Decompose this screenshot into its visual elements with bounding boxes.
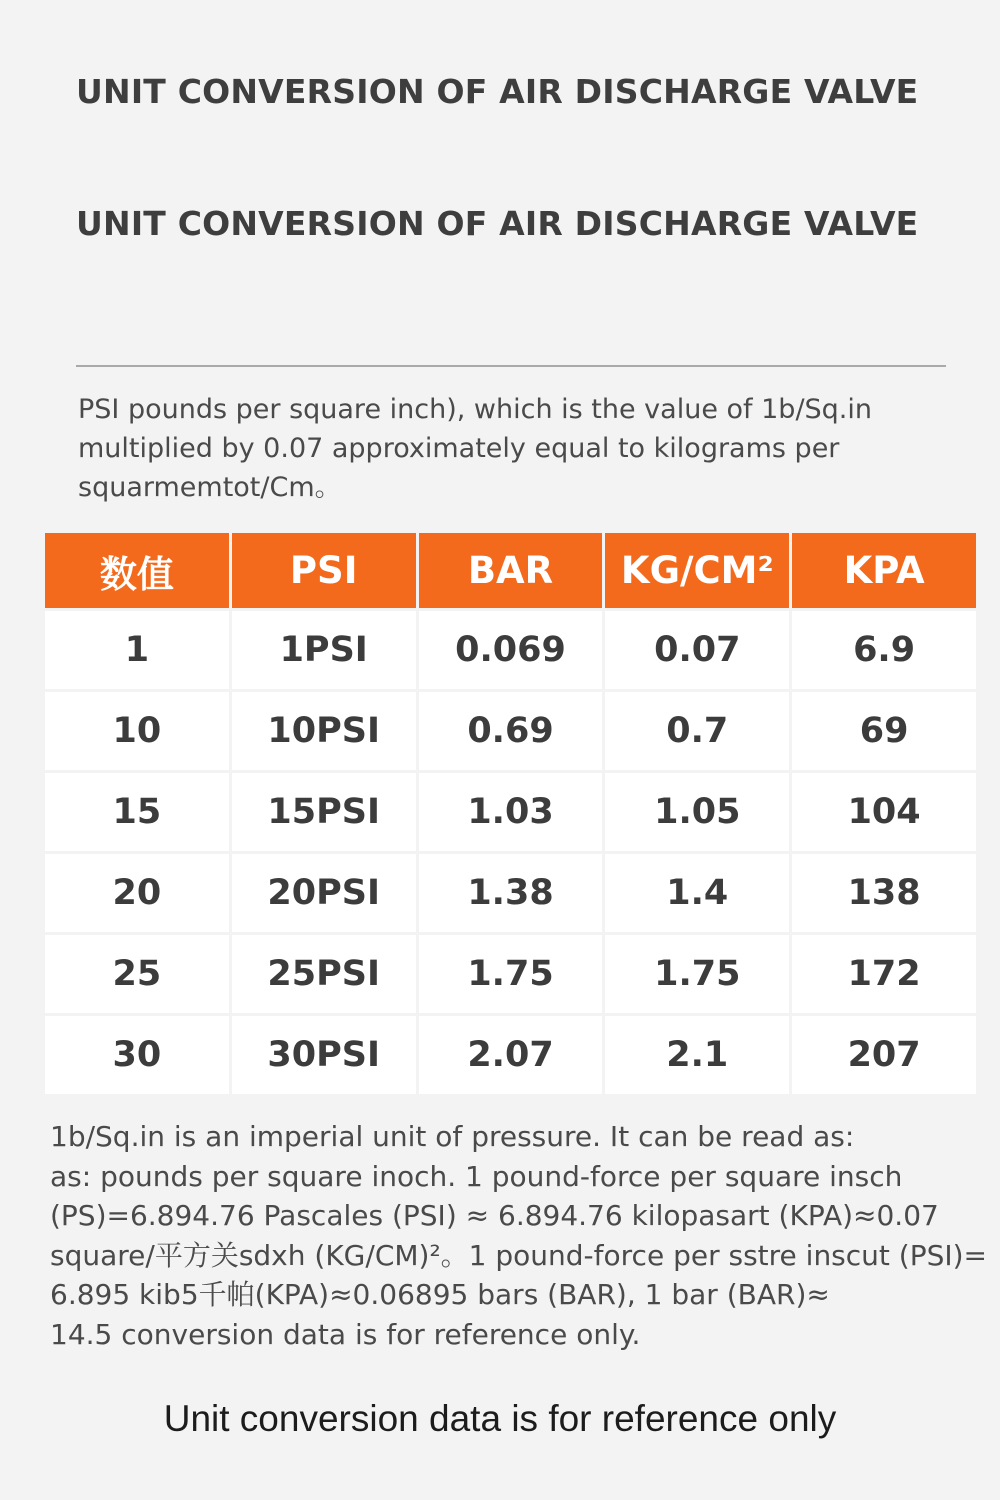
intro-line: multiplied by 0.07 approximately equal to kilograms per	[78, 433, 840, 464]
page-subtitle: UNIT CONVERSION OF AIR DISCHARGE VALVE	[76, 204, 919, 243]
cell-value: 20	[45, 854, 229, 932]
cell-bar: 0.69	[419, 692, 603, 770]
cell-kpa: 104	[792, 773, 976, 851]
cell-kgcm2: 1.05	[605, 773, 789, 851]
cell-psi: 1PSI	[232, 611, 416, 689]
cell-kpa: 207	[792, 1016, 976, 1094]
footnote-line: 1b/Sq.in is an imperial unit of pressure. It can be read as:	[50, 1120, 855, 1153]
conversion-table	[42, 530, 979, 1097]
table-row	[45, 611, 976, 689]
cell-kgcm2: 1.4	[605, 854, 789, 932]
cell-kpa: 69	[792, 692, 976, 770]
page-title: UNIT CONVERSION OF AIR DISCHARGE VALVE	[76, 72, 919, 111]
cell-kgcm2: 2.1	[605, 1016, 789, 1094]
cell-value: 30	[45, 1016, 229, 1094]
cell-kgcm2: 0.07	[605, 611, 789, 689]
cell-psi: 20PSI	[232, 854, 416, 932]
conversion-table-container	[44, 530, 979, 1097]
footnote-line: 6.895 kib5千帕(KPA)≈0.06895 bars (BAR), 1 bar (BAR)≈	[50, 1278, 830, 1311]
table-row	[45, 1016, 976, 1094]
divider	[76, 365, 946, 367]
table-header-row	[45, 533, 976, 608]
footnote-line: as: pounds per square inoch. 1 pound-force per square insch	[50, 1159, 903, 1193]
cell-value: 10	[45, 692, 229, 770]
header-kpa: KPA	[792, 533, 976, 608]
bottom-caption: Unit conversion data is for reference only	[163, 1398, 837, 1439]
footnote-text	[50, 1117, 988, 1354]
header-value: 数值	[45, 533, 229, 608]
table-row	[45, 854, 976, 932]
cell-kpa: 6.9	[792, 611, 976, 689]
header-kgcm2: KG/CM²	[605, 533, 789, 608]
table-row	[45, 773, 976, 851]
intro-line: squarmemtot/Cm。	[78, 472, 342, 503]
table-row	[45, 935, 976, 1013]
cell-bar: 2.07	[419, 1016, 603, 1094]
cell-bar: 0.069	[419, 611, 603, 689]
cell-psi: 10PSI	[232, 692, 416, 770]
header-bar: BAR	[419, 533, 603, 608]
cell-value: 1	[45, 611, 229, 689]
cell-kpa: 172	[792, 935, 976, 1013]
header-psi: PSI	[232, 533, 416, 608]
cell-value: 25	[45, 935, 229, 1013]
footnote-line: 14.5 conversion data is for reference only.	[50, 1317, 641, 1351]
cell-psi: 25PSI	[232, 935, 416, 1013]
cell-value: 15	[45, 773, 229, 851]
footnote-line: (PS)=6.894.76 Pascales (PSI) ≈ 6.894.76 kilopasart (KPA)≈0.07	[50, 1199, 939, 1232]
cell-bar: 1.38	[419, 854, 603, 932]
table-row	[45, 692, 976, 770]
cell-bar: 1.03	[419, 773, 603, 851]
footnote-line: square/平方关sdxh (KG/CM)²。1 pound-force per sstre inscut (PSI)=	[50, 1238, 988, 1272]
cell-kgcm2: 1.75	[605, 935, 789, 1013]
cell-bar: 1.75	[419, 935, 603, 1013]
cell-psi: 15PSI	[232, 773, 416, 851]
cell-kpa: 138	[792, 854, 976, 932]
cell-kgcm2: 0.7	[605, 692, 789, 770]
intro-line: PSI pounds per square inch), which is the value of 1b/Sq.in	[78, 394, 873, 425]
cell-psi: 30PSI	[232, 1016, 416, 1094]
intro-text	[78, 390, 958, 507]
